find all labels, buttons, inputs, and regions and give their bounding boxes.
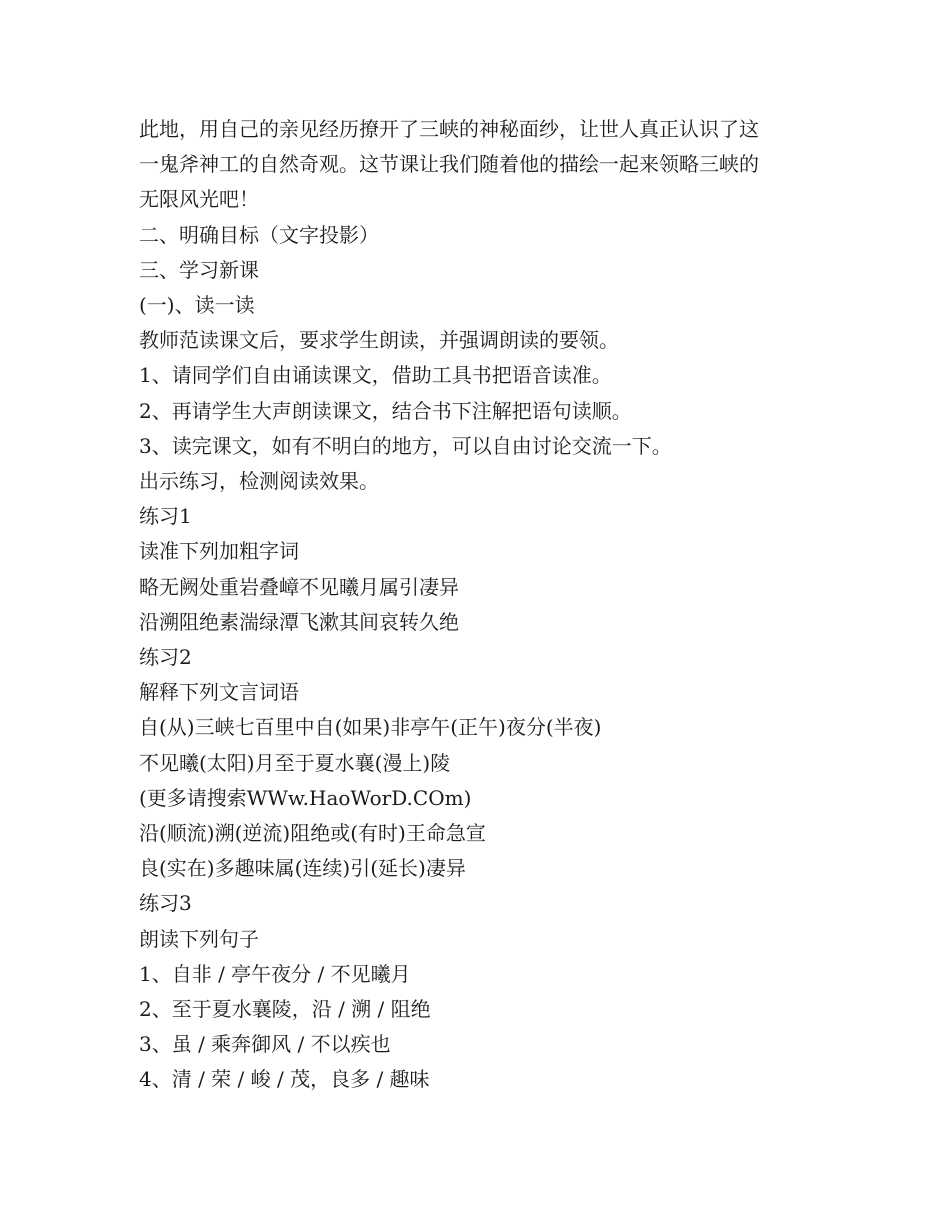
exercise-instruction: 读准下列加粗字词 bbox=[139, 539, 299, 564]
list-item: 1、自非 / 亭午夜分 / 不见曦月 bbox=[139, 961, 411, 986]
text-line: 良(实在)多趣味属(连续)引(延长)凄异 bbox=[139, 856, 466, 881]
text-line: 出示练习，检测阅读效果。 bbox=[139, 469, 379, 494]
text-line: 沿溯阻绝素湍绿潭飞漱其间哀转久绝 bbox=[139, 609, 459, 634]
text-line: 此地，用自己的亲见经历撩开了三峡的神秘面纱，让世人真正认识了这 bbox=[139, 117, 759, 141]
text-line: 略无阙处重岩叠嶂不见曦月属引凄异 bbox=[139, 574, 459, 599]
exercise-title: 练习1 bbox=[139, 504, 192, 529]
section-heading: 三、学习新课 bbox=[139, 257, 259, 282]
exercise-title: 练习2 bbox=[139, 645, 192, 670]
text-line: 沿(顺流)溯(逆流)阻绝或(有时)王命急宣 bbox=[139, 821, 486, 846]
list-item: 4、清 / 荣 / 峻 / 茂，良多 / 趣味 bbox=[139, 1067, 430, 1092]
list-item: 2、再请学生大声朗读课文，结合书下注解把语句读顺。 bbox=[139, 398, 632, 423]
text-line: 自(从)三峡七百里中自(如果)非亭午(正午)夜分(半夜) bbox=[139, 715, 602, 740]
text-line: 不见曦(太阳)月至于夏水襄(漫上)陵 bbox=[139, 750, 451, 775]
text-line: 一鬼斧神工的自然奇观。这节课让我们随着他的描绘一起来领略三峡的 bbox=[139, 152, 759, 177]
text-line: 教师范读课文后，要求学生朗读，并强调朗读的要领。 bbox=[139, 328, 619, 353]
list-item: 1、请同学们自由诵读课文，借助工具书把语音读准。 bbox=[139, 363, 612, 388]
list-item: 2、至于夏水襄陵，沿 / 溯 / 阻绝 bbox=[139, 997, 431, 1022]
text-line: 无限风光吧！ bbox=[139, 187, 259, 212]
exercise-instruction: 朗读下列句子 bbox=[139, 926, 259, 951]
subsection-heading: (一)、读一读 bbox=[139, 293, 255, 318]
exercise-title: 练习3 bbox=[139, 891, 192, 916]
document-page bbox=[139, 112, 819, 1098]
list-item: 3、虽 / 乘奔御风 / 不以疾也 bbox=[139, 1032, 391, 1057]
section-heading: 二、明确目标（文字投影） bbox=[139, 222, 379, 247]
exercise-instruction: 解释下列文言词语 bbox=[139, 680, 299, 705]
list-item: 3、读完课文，如有不明白的地方，可以自由讨论交流一下。 bbox=[139, 433, 672, 458]
text-line: (更多请搜索WWw.HaoWorD.COm) bbox=[139, 785, 472, 810]
